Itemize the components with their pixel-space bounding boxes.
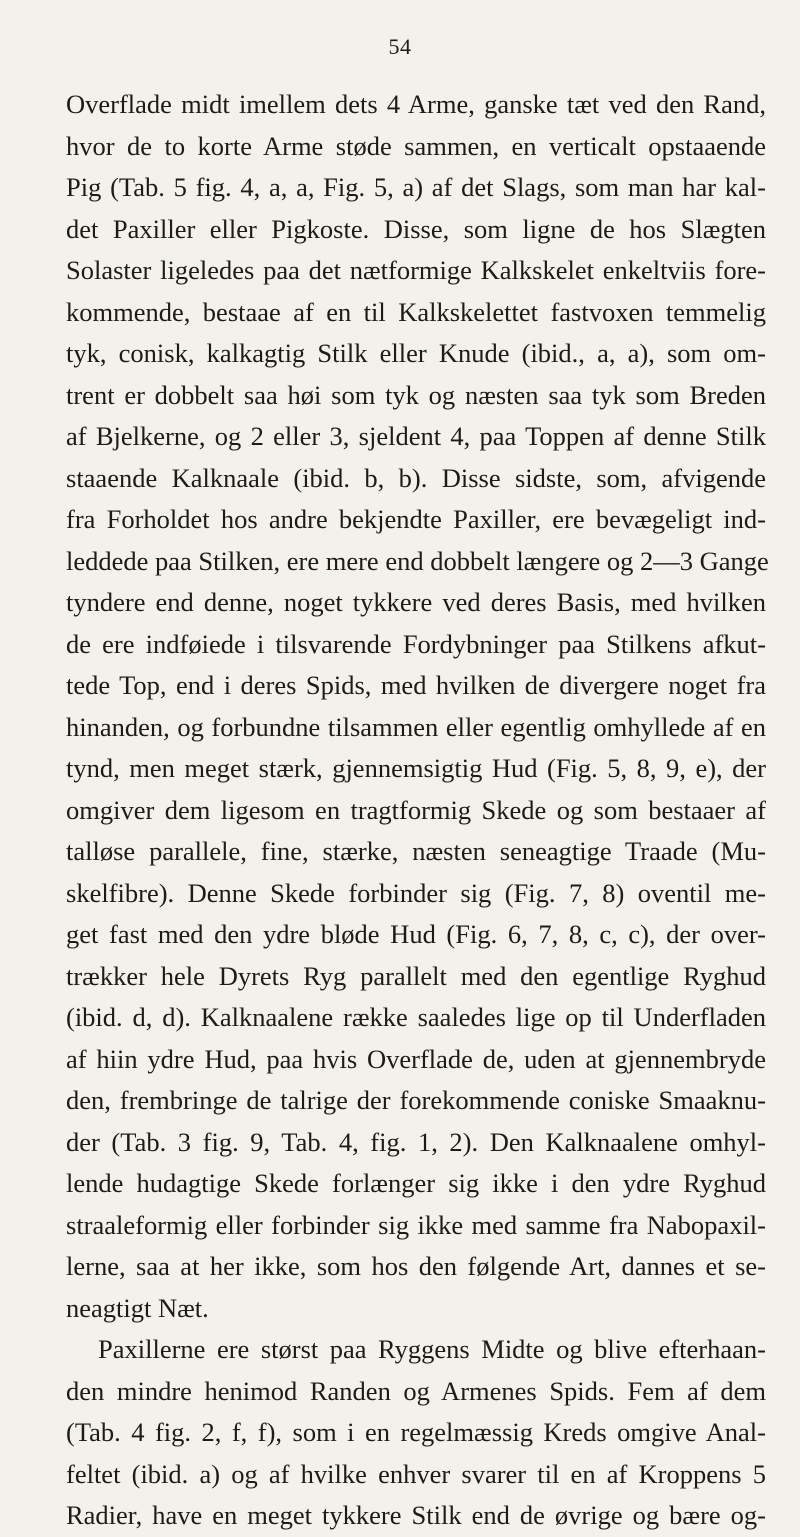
text-line: straaleformig eller forbinder sig ikke med samme fra Nabopaxil- (66, 1209, 766, 1240)
text-line: get fast med den ydre bløde Hud (Fig. 6, 7, 8, c, c), der over- (66, 919, 766, 949)
text-line: staaende Kalknaale (ibid. b, b). Disse sidste, som, afvigende (66, 462, 766, 493)
text-line: Radier, have en meget tykkere Stilk end de øvrige og bære og- (66, 1500, 766, 1530)
text-line: af hiin ydre Hud, paa hvis Overflade de, uden at gjennembryde (66, 1043, 766, 1074)
text-line: neagtigt Næt. (66, 1292, 209, 1323)
text-line: talløse parallele, fine, stærke, næsten seneagtige Traade (Mu- (66, 836, 766, 866)
text-line: Pig (Tab. 5 fig. 4, a, a, Fig. 5, a) af det Slags, som man har kal- (66, 172, 766, 202)
text-line: Solaster ligeledes paa det nætformige Kalkskelet enkeltviis fore- (66, 255, 766, 285)
text-line: kommende, bestaae af en til Kalkskelettet fastvoxen temmelig (66, 296, 766, 327)
text-line: hvor de to korte Arme støde sammen, en verticalt opstaaende (66, 130, 766, 161)
text-line: lende hudagtige Skede forlænger sig ikke i den ydre Ryghud (66, 1168, 766, 1198)
text-line: leddede paa Stilken, ere mere end dobbelt længere og 2—3 Gange (66, 545, 769, 576)
text-line: feltet (ibid. a) og af hvilke enhver svarer til en af Kroppens 5 (66, 1458, 766, 1489)
text-line: der (Tab. 3 fig. 9, Tab. 4, fig. 1, 2). Den Kalknaalene omhyl- (66, 1126, 766, 1157)
page-number: 54 (388, 34, 412, 59)
text-line: tyk, conisk, kalkagtig Stilk eller Knude (ibid., a, a), som om- (66, 338, 766, 368)
text-line: trækker hele Dyrets Ryg parallelt med den egentlige Ryghud (66, 960, 766, 991)
text-line: den, frembringe de talrige der forekommende coniske Smaaknu- (66, 1085, 766, 1115)
text-line: det Paxiller eller Pigkoste. Disse, som ligne de hos Slægten (66, 213, 766, 244)
body-text (66, 84, 769, 1537)
text-line: skelfibre). Denne Skede forbinder sig (Fig. 7, 8) oventil me- (66, 877, 766, 908)
text-line: fra Forholdet hos andre bekjendte Paxiller, ere bevægeligt ind- (66, 504, 766, 534)
text-line: lerne, saa at her ikke, som hos den følgende Art, dannes et se- (66, 1251, 766, 1281)
text-line: tyndere end denne, noget tykkere ved deres Basis, med hvilken (66, 587, 766, 617)
text-line: (Tab. 4 fig. 2, f, f), som i en regelmæssig Kreds omgive Anal- (66, 1417, 766, 1447)
text-line: tede Top, end i deres Spids, med hvilken de divergere noget fra (66, 670, 766, 700)
text-line: hinanden, og forbundne tilsammen eller egentlig omhyllede af en (66, 711, 766, 742)
text-line: af Bjelkerne, og 2 eller 3, sjeldent 4, paa Toppen af denne Stilk (66, 421, 766, 451)
text-line: trent er dobbelt saa høi som tyk og næsten saa tyk som Breden (66, 379, 766, 410)
text-line: den mindre henimod Randen og Armenes Spids. Fem af dem (66, 1375, 766, 1406)
text-line: de ere indføiede i tilsvarende Fordybninger paa Stilkens afkut- (66, 628, 766, 659)
text-line: (ibid. d, d). Kalknaalene række saaledes lige op til Underfladen (66, 1002, 766, 1032)
text-line: Overflade midt imellem dets 4 Arme, ganske tæt ved den Rand, (66, 89, 766, 119)
text-line: tynd, men meget stærk, gjennemsigtig Hud (Fig. 5, 8, 9, e), der (66, 753, 766, 783)
text-line: omgiver dem ligesom en tragtformig Skede og som bestaaer af (66, 794, 766, 825)
text-line: Paxillerne ere størst paa Ryggens Midte og blive efterhaan- (98, 1334, 766, 1364)
